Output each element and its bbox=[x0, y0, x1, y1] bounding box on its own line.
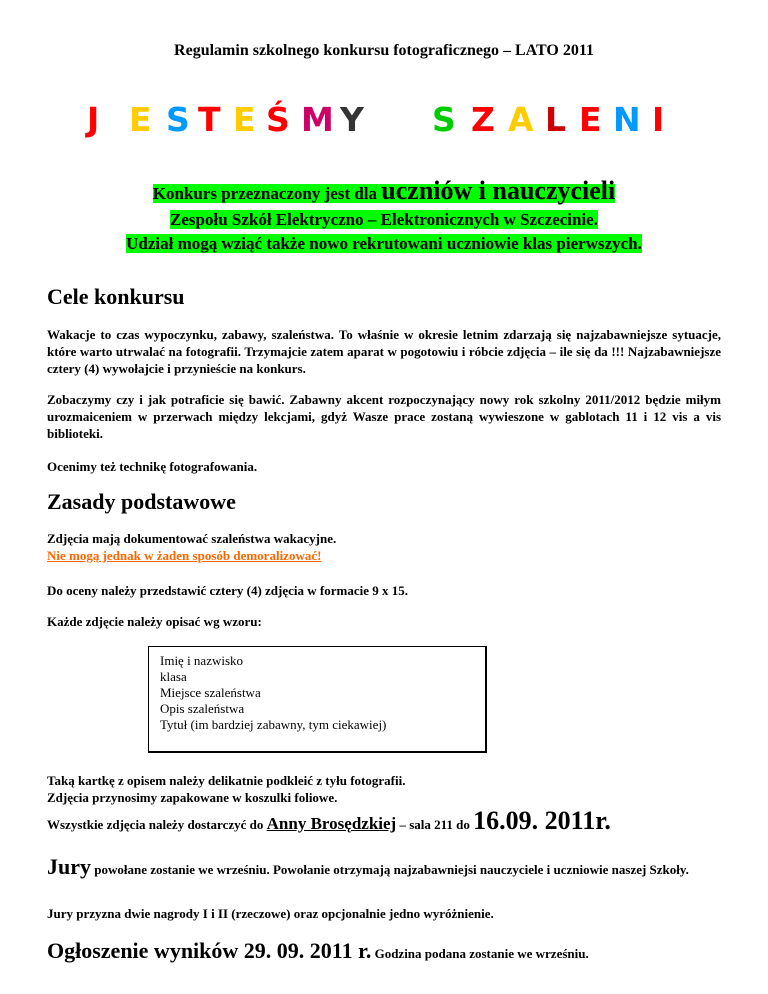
cele-paragraph-2: Zobaczymy czy i jak potraficie się bawić. Zabawny akcent rozpoczynający nowy rok szkolny 2011/2012 będzie miłym urozmaiceniem w przerwach między lekcjami, gdyż Wasze prace zostaną wywieszone w gablotach 11 i 12 vis a vis biblioteki. bbox=[47, 392, 721, 441]
title-letter: Z bbox=[471, 100, 495, 139]
template-line: Miejsce szaleństwa bbox=[160, 685, 261, 700]
deadline-date: 16.09. 2011r. bbox=[473, 806, 611, 835]
results-line bbox=[47, 938, 589, 964]
intro-line-1-highlight: uczniów i nauczycieli bbox=[381, 176, 616, 205]
results-note: Godzina podana zostanie we wrześniu. bbox=[371, 946, 589, 961]
title-letter: T bbox=[198, 100, 221, 139]
section-heading-cele: Cele konkursu bbox=[47, 284, 185, 309]
intro-line-3-text: Udział mogą wziąć także nowo rekrutowani uczniowie klas pierwszych. bbox=[126, 234, 642, 253]
contact-name: Anny Brosędzkiej bbox=[266, 814, 397, 833]
jury-word: Jury bbox=[47, 854, 91, 879]
decorative-title bbox=[0, 100, 768, 146]
intro-line-1-text: Konkurs przeznaczony jest dla bbox=[152, 184, 382, 203]
zasady-line-4: Każde zdjęcie należy opisać wg wzoru: bbox=[47, 614, 262, 629]
title-letter: E bbox=[233, 100, 256, 139]
zasady-line-1: Zdjęcia mają dokumentować szaleństwa wakacyjne. bbox=[47, 531, 337, 546]
zasady-warning: Nie mogą jednak w żaden sposób demoralizować! bbox=[47, 548, 322, 563]
template-line: Tytuł (im bardziej zabawny, tym ciekawiej) bbox=[160, 717, 387, 732]
deadline-text-b: – sala 211 do bbox=[396, 817, 474, 832]
title-letter: J bbox=[87, 100, 100, 139]
deadline-text-a: Wszystkie zdjęcia należy dostarczyć do bbox=[47, 817, 267, 832]
intro-line-3 bbox=[0, 234, 768, 254]
title-letter: L bbox=[545, 100, 567, 139]
cele-paragraph-1: Wakacje to czas wypoczynku, zabawy, szaleństwa. To właśnie w okresie letnim zdarzają się najzabawniejsze sytuacje, które warto utrwalać na fotografii. Trzymajcie zatem aparat w pogotowiu i róbcie zdjęcia – ile się da !!! Najzabawniejsze cztery (4) wywołajcie i przynieście na konkurs. bbox=[47, 327, 721, 376]
title-letter: M bbox=[301, 100, 334, 139]
closing-line-2: Zdjęcia przynosimy zapakowane w koszulki foliowe. bbox=[47, 790, 338, 805]
cele-paragraph-3: Ocenimy też technikę fotografowania. bbox=[47, 459, 258, 474]
title-letter: I bbox=[652, 100, 665, 139]
title-letter: E bbox=[129, 100, 152, 139]
title-letter: S bbox=[166, 100, 190, 139]
title-letter: S bbox=[432, 100, 456, 139]
intro-line-2 bbox=[0, 210, 768, 230]
title-letter: N bbox=[613, 100, 641, 139]
template-line: Opis szaleństwa bbox=[160, 701, 245, 716]
jury-paragraph bbox=[47, 854, 727, 879]
title-letter: Ś bbox=[266, 100, 290, 139]
deadline-line bbox=[47, 806, 611, 836]
intro-line-1 bbox=[0, 176, 768, 206]
section-heading-zasady: Zasady podstawowe bbox=[47, 489, 236, 514]
jury-text: powołane zostanie we wrześniu. Powołanie otrzymają najzabawniejsi nauczyciele i uczniowie naszej Szkoły. bbox=[91, 862, 689, 877]
title-letter: Y bbox=[340, 100, 364, 139]
closing-line-1: Taką kartkę z opisem należy delikatnie podkleić z tyłu fotografii. bbox=[47, 773, 406, 788]
template-line: Imię i nazwisko bbox=[160, 653, 244, 668]
jury-line-2: Jury przyzna dwie nagrody I i II (rzeczowe) oraz opcjonalnie jedno wyróżnienie. bbox=[47, 906, 494, 921]
description-template-box bbox=[148, 646, 487, 753]
template-line: klasa bbox=[160, 669, 187, 684]
intro-line-2-text: Zespołu Szkół Elektryczno – Elektronicznych w Szczecinie. bbox=[170, 210, 598, 229]
title-letter: A bbox=[508, 100, 534, 139]
results-heading: Ogłoszenie wyników 29. 09. 2011 r. bbox=[47, 938, 372, 963]
document-header: Regulamin szkolnego konkursu fotograficznego – LATO 2011 bbox=[174, 42, 594, 59]
zasady-line-3: Do oceny należy przedstawić cztery (4) zdjęcia w formacie 9 x 15. bbox=[47, 583, 408, 598]
title-letter: E bbox=[579, 100, 602, 139]
